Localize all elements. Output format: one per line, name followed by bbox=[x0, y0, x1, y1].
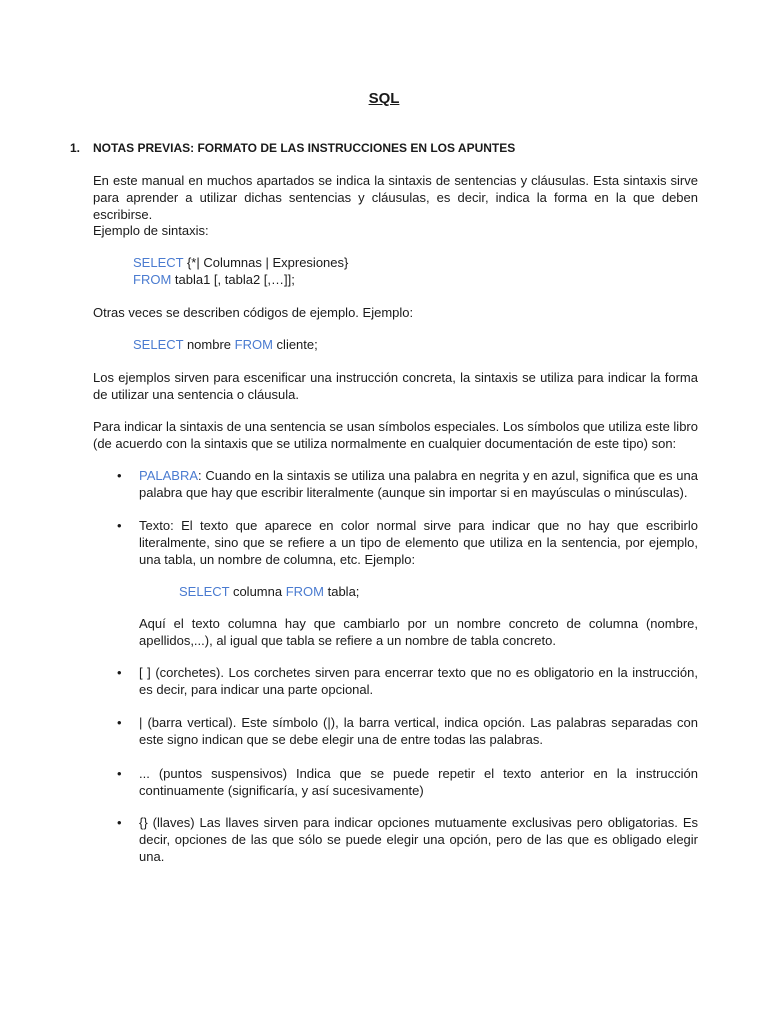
bullet-texto: Texto: El texto que aparece en color normal sirve para indicar que no hay que escribirlo literalmente, sino que se refiere a un tipo de elemento que utiliza en la sentencia, por ejemplo, una tabla, un nombre de columna, etc. Ejemplo: bbox=[139, 518, 698, 567]
syntax-line-2-rest: tabla1 [, tabla2 [,…]]; bbox=[171, 272, 295, 287]
keyword-from: FROM bbox=[285, 584, 324, 599]
page-title: SQL bbox=[368, 90, 400, 107]
keyword-select: SELECT bbox=[133, 255, 184, 270]
syntax-line-2 bbox=[133, 271, 295, 288]
bullet-icon: • bbox=[117, 665, 122, 680]
keyword-palabra: PALABRA bbox=[139, 468, 199, 483]
code-example-mid: nombre bbox=[183, 337, 235, 352]
syntax-example-label: Ejemplo de sintaxis: bbox=[93, 223, 209, 238]
symbols-paragraph: Para indicar la sintaxis de una sentencia se usan símbolos especiales. Los símbolos que utiliza este libro (de acuerdo con la sintaxis que se utiliza normalmente en cualquier documentación de este tipo) son: bbox=[93, 419, 698, 451]
bullet-icon: • bbox=[117, 766, 122, 781]
section-title: NOTAS PREVIAS: FORMATO DE LAS INSTRUCCIONES EN LOS APUNTES bbox=[93, 141, 516, 155]
syntax-line-1 bbox=[133, 254, 348, 271]
bullet-palabra-text: : Cuando en la sintaxis se utiliza una palabra en negrita y en azul, significa que es una palabra que hay que escribir literalmente (aunque sin importar si en mayúsculas o minúsculas). bbox=[139, 468, 698, 500]
syntax-line-1-rest: {*| Columnas | Expresiones} bbox=[183, 255, 349, 270]
bullet-palabra bbox=[139, 467, 698, 501]
bullet-barra-vertical: | (barra vertical). Este símbolo (|), la barra vertical, indica opción. Las palabras separadas con este signo indican que se debe elegir una de entre todas las palabras. bbox=[139, 715, 698, 747]
bullet-corchetes: [ ] (corchetes). Los corchetes sirven para encerrar texto que no es obligatorio en la instrucción, es decir, para indicar una parte opcional. bbox=[139, 665, 698, 697]
bullet-icon: • bbox=[117, 815, 122, 830]
code-example-rest: cliente; bbox=[272, 337, 318, 352]
code-example-label: Otras veces se describen códigos de ejemplo. Ejemplo: bbox=[93, 305, 414, 320]
bullet-icon: • bbox=[117, 468, 122, 483]
intro-paragraph: En este manual en muchos apartados se indica la sintaxis de sentencias y cláusulas. Esta sintaxis sirve para aprender a utilizar dichas sentencias y cláusulas, es decir, indica la forma en la que deben escribirse. bbox=[93, 173, 698, 222]
section-heading bbox=[70, 141, 515, 155]
examples-paragraph: Los ejemplos sirven para escenificar una instrucción concreta, la sintaxis se utiliza para indicar la forma de utilizar una sentencia o cláusula. bbox=[93, 370, 698, 402]
keyword-select: SELECT bbox=[133, 337, 184, 352]
bullet-icon: • bbox=[117, 715, 122, 730]
keyword-from: FROM bbox=[133, 272, 172, 287]
code-example bbox=[133, 336, 318, 353]
bullet-code-rest: tabla; bbox=[324, 584, 360, 599]
bullet-texto-after: Aquí el texto columna hay que cambiarlo por un nombre concreto de columna (nombre, apellidos,...), al igual que tabla se refiere a un nombre de tabla concreto. bbox=[139, 616, 698, 648]
section-number: 1. bbox=[70, 141, 81, 155]
bullet-texto-code bbox=[179, 583, 359, 600]
bullet-icon: • bbox=[117, 518, 122, 533]
bullet-code-mid: columna bbox=[229, 584, 286, 599]
bullet-puntos-suspensivos: ... (puntos suspensivos) Indica que se puede repetir el texto anterior en la instrucción continuamente (significaría, y así sucesivamente) bbox=[139, 766, 698, 798]
keyword-select: SELECT bbox=[179, 584, 230, 599]
bullet-llaves: {} (llaves) Las llaves sirven para indicar opciones mutuamente exclusivas pero obligatorias. Es decir, opciones de las que sólo se puede elegir una opción, pero de las que es obligado elegir una. bbox=[139, 815, 698, 864]
keyword-from: FROM bbox=[234, 337, 273, 352]
